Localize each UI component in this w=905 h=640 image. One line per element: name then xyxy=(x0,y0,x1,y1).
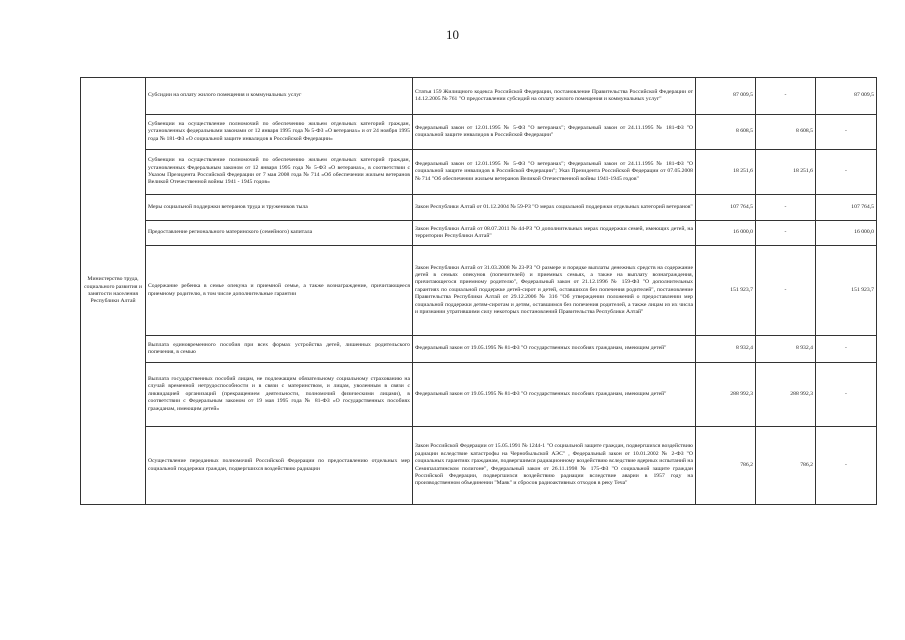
expense-description: Содержание ребенка в семье опекуна и приемной семье, а также вознаграждение, причитающееся приемному родителю, в том числе дополнительные гарантии xyxy=(146,246,413,336)
amount-regional: 16 000,0 xyxy=(816,221,877,246)
expense-description: Предоставление регионального материнского (семейного) капитала xyxy=(146,221,413,246)
expense-description: Осуществление переданных полномочий Российской Федерации по предоставлению отдельных мер социальной поддержки граждан, подвергшихся воздействию радиации xyxy=(146,427,413,505)
table-row xyxy=(81,150,877,195)
amount-regional: 87 009,5 xyxy=(816,78,877,115)
table-row xyxy=(81,78,877,115)
amount-total: 87 009,5 xyxy=(696,78,756,115)
expense-description: Выплата государственных пособий лицам, не подлежащим обязательному социальному страхованию на случай временной нетрудоспособности и в связи с материнством, и лицам, уволенным в связи с ликвидацией организаций (прекращением деятельности, полномочий физическими лицами), в соответствии с Федеральным законом от 19 мая 1995 года № 81-ФЗ «О государственных пособиях гражданам, имеющим детей» xyxy=(146,363,413,427)
amount-total: 786,2 xyxy=(696,427,756,505)
table-row xyxy=(81,115,877,150)
table-body xyxy=(81,78,877,505)
amount-total: 16 000,0 xyxy=(696,221,756,246)
table-row xyxy=(81,336,877,363)
legal-basis: Федеральный закон от 12.01.1995 № 5-ФЗ "О ветеранах"; Федеральный закон от 24.11.1995 № 181-ФЗ "О социальной защите инвалидов в Российской Федерации" xyxy=(413,115,696,150)
amount-total: 107 764,5 xyxy=(696,195,756,221)
amount-federal: 288 992,3 xyxy=(756,363,816,427)
legal-basis: Закон Республики Алтай от 31.03.2008 № 23-РЗ "О размере и порядке выплаты денежных средств на содержание детей в семьях опекунов (попечителей) и приемных семьях, а также на выплату вознаграждения, причитающегося приемному родителю", Федеральный закон от 21.12.1996 № 159-ФЗ "О дополнительных гарантиях по социальной поддержке детей-сирот и детей, оставшихся без попечения родителей", постановление Правительства Республики Алтай от 29.12.2006 № 316 "Об утверждении положений о предоставлении мер социальной поддержки детям-сиротам и детям, оставшимся без попечения родителей, а также лицам из их числа и признании утратившими силу некоторых постановлений Правительства Республики Алтай" xyxy=(413,246,696,336)
amount-federal: - xyxy=(756,221,816,246)
table-row xyxy=(81,363,877,427)
amount-regional: - xyxy=(816,150,877,195)
expense-description: Выплата единовременного пособия при всех формах устройства детей, лишенных родительского попечения, в семью xyxy=(146,336,413,363)
expense-description: Субвенции на осуществление полномочий по обеспечению жильем отдельных категорий граждан, установленных Федеральным законом от 12 января 1995 года № 5-ФЗ «О ветеранах», в соответствии с Указом Президента Российской Федерации от 7 мая 2008 года № 714 «Об обеспечении жильем ветеранов Великой Отечественной войны 1941 - 1945 годов» xyxy=(146,150,413,195)
amount-total: 18 251,6 xyxy=(696,150,756,195)
table-row xyxy=(81,427,877,505)
amount-regional: - xyxy=(816,363,877,427)
legal-basis: Закон Российской Федерации от 15.05.1991 № 1244-1 "О социальной защите граждан, подвергшихся воздействию радиации вследствие катастрофы на Чернобыльской АЭС" , Федеральный закон от 10.01.2002 № 2-ФЗ "О социальных гарантиях гражданам, подвергшимся радиационному воздействию вследствие ядерных испытаний на Семипалатинском полигоне", Федеральный закон от 26.11.1998 № 175-ФЗ "О социальной защите граждан Российской Федерации, подвергшихся воздействию радиации вследствие аварии в 1957 году на производственном объединении "Маяк" и сбросов радиоактивных отходов в реку Теча" xyxy=(413,427,696,505)
amount-total: 288 992,3 xyxy=(696,363,756,427)
table-row xyxy=(81,195,877,221)
legal-basis: Федеральный закон от 19.05.1995 № 81-ФЗ "О государственных пособиях гражданам, имеющим детей" xyxy=(413,336,696,363)
expense-description: Меры социальной поддержки ветеранов труда и тружеников тыла xyxy=(146,195,413,221)
amount-federal: - xyxy=(756,246,816,336)
amount-federal: - xyxy=(756,195,816,221)
amount-federal: 786,2 xyxy=(756,427,816,505)
amount-regional: 107 764,5 xyxy=(816,195,877,221)
table-row xyxy=(81,246,877,336)
budget-table xyxy=(80,77,877,505)
legal-basis: Федеральный закон от 19.05.1995 № 81-ФЗ "О государственных пособиях гражданам, имеющим детей" xyxy=(413,363,696,427)
legal-basis: Федеральный закон от 12.01.1995 № 5-ФЗ "О ветеранах"; Федеральный закон от 24.11.1995 № 181-ФЗ "О социальной защите инвалидов в Российской Федерации"; Указ Президента Российской Федерации от 07.05.2008 № 714 "Об обеспечении жильем ветеранов Великой Отечественной войны 1941-1945 годов" xyxy=(413,150,696,195)
amount-total: 151 923,7 xyxy=(696,246,756,336)
amount-federal: 8 932,4 xyxy=(756,336,816,363)
legal-basis: Закон Республики Алтай от 01.12.2004 № 59-РЗ "О мерах социальной поддержки отдельных категорий ветеранов" xyxy=(413,195,696,221)
ministry-cell: Министерство труда, социального развития и занятости населения Республики Алтай xyxy=(81,78,146,505)
amount-federal: - xyxy=(756,78,816,115)
amount-regional: - xyxy=(816,115,877,150)
expense-description: Субвенции на осуществление полномочий по обеспечению жильем отдельных категорий граждан, установленных федеральными законами от 12 января 1995 года № 5-ФЗ «О ветеранах» и от 24 ноября 1995 года № 181-ФЗ «О социальной защите инвалидов в Российской Федерации» xyxy=(146,115,413,150)
legal-basis: Закон Республики Алтай от 08.07.2011 № 44-РЗ "О дополнительных мерах поддержки семей, имеющих детей, на территории Республики Алтай" xyxy=(413,221,696,246)
amount-federal: 8 608,5 xyxy=(756,115,816,150)
amount-regional: 151 923,7 xyxy=(816,246,877,336)
expense-description: Субсидии на оплату жилого помещения и коммунальных услуг xyxy=(146,78,413,115)
amount-total: 8 608,5 xyxy=(696,115,756,150)
amount-regional: - xyxy=(816,427,877,505)
amount-regional: - xyxy=(816,336,877,363)
table-row xyxy=(81,221,877,246)
amount-federal: 18 251,6 xyxy=(756,150,816,195)
page-number: 10 xyxy=(446,27,459,42)
amount-total: 8 932,4 xyxy=(696,336,756,363)
legal-basis: Статья 159 Жилищного кодекса Российской Федерации, постановление Правительства Российской Федерации от 14.12.2005 № 761 "О предоставлении субсидий на оплату жилого помещения и коммунальных услуг" xyxy=(413,78,696,115)
